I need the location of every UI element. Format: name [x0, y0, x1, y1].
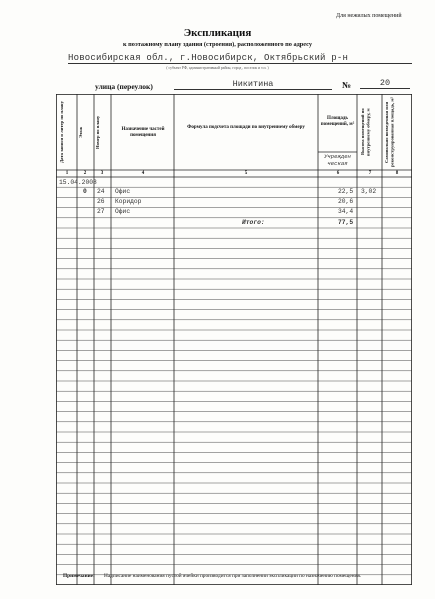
- col5-header: Формула подсчета площади по внутреннему обмеру: [187, 125, 305, 130]
- col4-number: 4: [141, 171, 145, 176]
- row1-floor: 0: [83, 188, 87, 195]
- street-value: Никитина: [174, 79, 332, 90]
- col3-header: Номер по плану: [95, 115, 100, 149]
- total-label: Итого:: [242, 219, 265, 226]
- col6-header: Площадь помещений, м²: [320, 116, 355, 127]
- page-subtitle: к поэтажному плану здания (строения), расположенного по адресу: [122, 41, 313, 48]
- row2-area: 20,6: [338, 198, 354, 205]
- col4-header: Назначение частей помещения: [121, 127, 165, 138]
- col2-header: Этаж: [78, 126, 83, 138]
- col8-header: Самовольно возведенная или реконструированная площадь, м²: [384, 97, 395, 167]
- row3-plan-no: 27: [97, 208, 105, 215]
- page-title: Экспликация: [183, 27, 252, 39]
- address-hint: ( субъект РФ, административный район, город , поселок и т.п. ): [166, 66, 269, 70]
- note-text: Надписание наименования пустой ячейки производится при заполнении экспликации по назначению помещения.: [104, 573, 362, 579]
- corner-note: Для нежилых помещений: [336, 13, 402, 19]
- address-field: Новосибирская обл., г.Новосибирск, Октябрьский р-н: [68, 53, 412, 64]
- note-label: Примечание:: [63, 573, 95, 579]
- street-label: улица (переулок): [95, 82, 153, 91]
- row2-purpose: Коридор: [115, 198, 142, 205]
- col3-number: 3: [100, 171, 104, 176]
- col7-header: Высота помещений по внутреннему обмеру, м: [360, 108, 371, 156]
- row1-area: 22,5: [338, 188, 354, 195]
- explication-table: [56, 94, 412, 585]
- col2-number: 2: [83, 171, 87, 176]
- row1-height: 3,02: [361, 188, 377, 195]
- col8-number: 8: [395, 171, 399, 176]
- row2-plan-no: 26: [97, 198, 105, 205]
- row1-purpose: Офис: [115, 188, 131, 195]
- col7-number: 7: [368, 171, 372, 176]
- total-value: 77,5: [338, 219, 354, 226]
- row1-plan-no: 24: [97, 188, 105, 195]
- col6-subheader: Учрежден ческая: [324, 153, 351, 167]
- table-grid: [56, 94, 412, 585]
- col5-number: 5: [244, 171, 248, 176]
- building-number: 20: [360, 78, 410, 89]
- col1-number: 1: [65, 171, 69, 176]
- number-sign: №: [342, 80, 352, 90]
- col1-header: Дата записи и литер по плану: [59, 101, 64, 163]
- row3-area: 34,4: [338, 208, 354, 215]
- col6-number: 6: [336, 171, 340, 176]
- row3-purpose: Офис: [115, 208, 131, 215]
- date-entry: 15.04.2008: [59, 179, 97, 186]
